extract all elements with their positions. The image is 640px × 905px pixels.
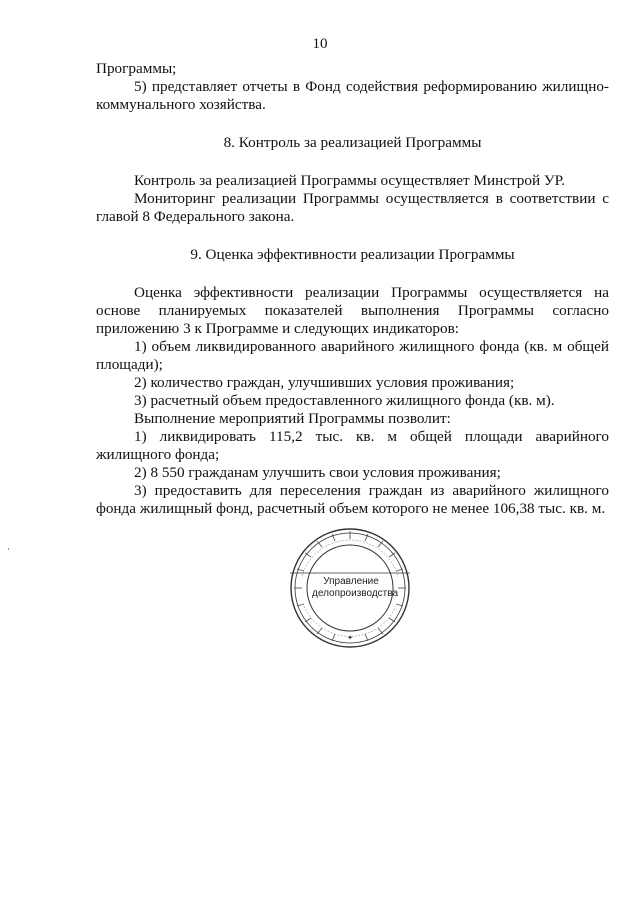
- scan-speck: [8, 548, 9, 550]
- list-item: 3) предоставить для переселения граждан из аварийного жилищного фонда жилищный фонд, расчетный объем которого не менее 106,38 тыс. кв. м.: [96, 482, 609, 517]
- paragraph: Мониторинг реализации Программы осуществляется в соответствии с главой 8 Федерального закона.: [96, 190, 609, 225]
- page-number: 10: [312, 36, 328, 52]
- seal-stamp: [288, 526, 412, 650]
- list-item: 2) 8 550 гражданам улучшить свои условия проживания;: [134, 464, 501, 481]
- list-item: 1) ликвидировать 115,2 тыс. кв. м общей площади аварийного жилищного фонда;: [96, 428, 609, 463]
- paragraph: Контроль за реализацией Программы осуществляет Минстрой УР.: [134, 172, 565, 189]
- list-item: 1) объем ликвидированного аварийного жилищного фонда (кв. м общей площади);: [96, 338, 609, 373]
- list-item: 2) количество граждан, улучшивших условия проживания;: [134, 374, 515, 391]
- stamp-text: Управление: [323, 576, 379, 587]
- section-heading: 9. Оценка эффективности реализации Программы: [190, 246, 515, 263]
- list-item: 3) расчетный объем предоставленного жилищного фонда (кв. м).: [134, 392, 555, 409]
- paragraph: Выполнение мероприятий Программы позволит:: [134, 410, 451, 427]
- stamp-text: делопроизводства: [312, 588, 399, 599]
- section-heading: 8. Контроль за реализацией Программы: [223, 134, 482, 151]
- paragraph: Оценка эффективности реализации Программы осуществляется на основе планируемых показателей выполнения Программы согласно приложению 3 к Программе и следующих индикаторов:: [96, 284, 609, 337]
- text-line: Программы;: [96, 60, 177, 77]
- svg-text:✦: ✦: [347, 634, 353, 642]
- list-item: 5) представляет отчеты в Фонд содействия реформированию жилищно-коммунального хозяйства.: [96, 78, 609, 113]
- document-body: [96, 60, 609, 518]
